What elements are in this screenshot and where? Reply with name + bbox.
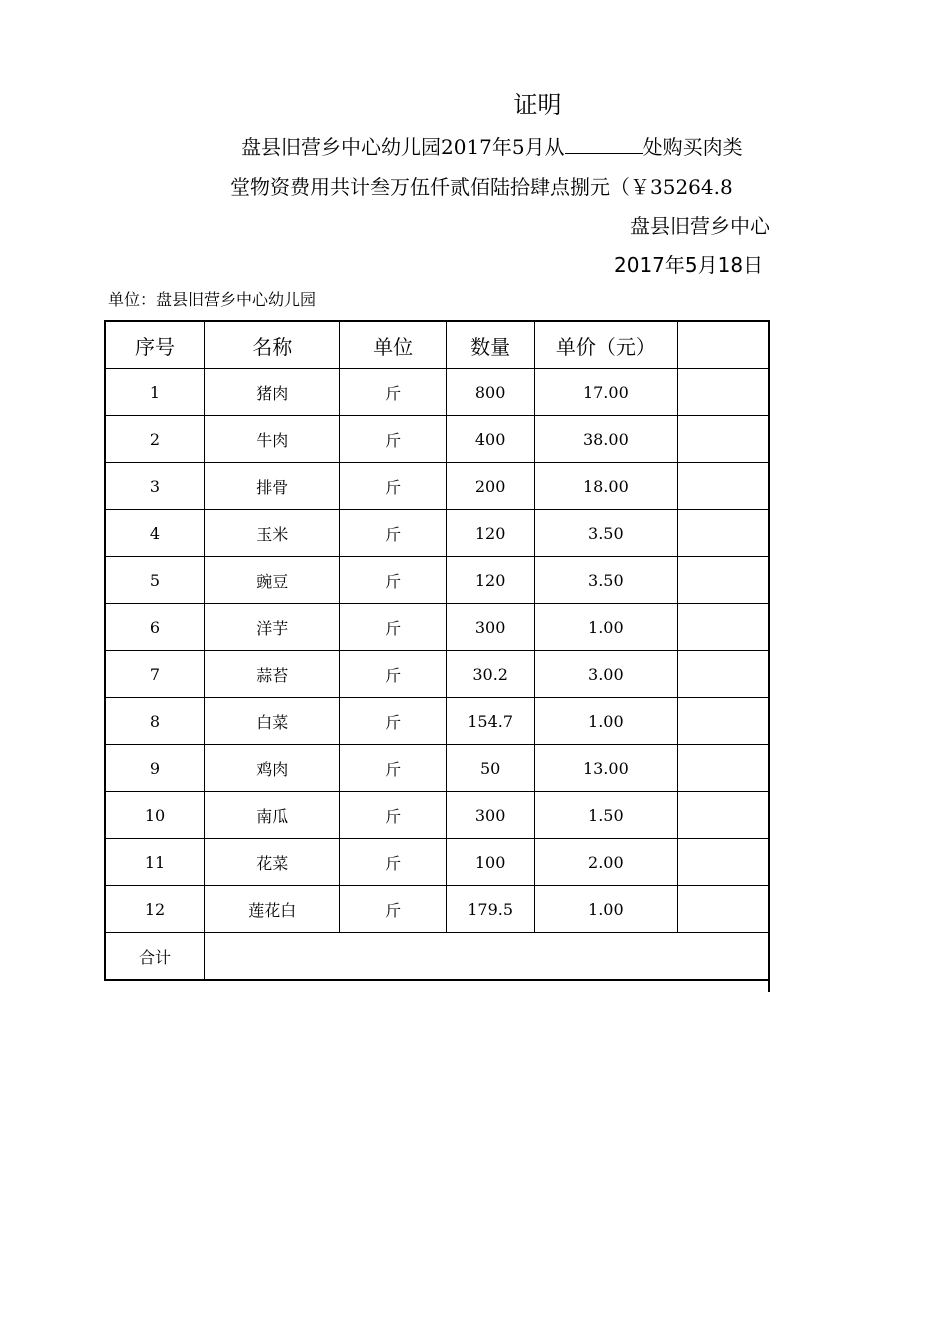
supplier-blank	[565, 135, 643, 154]
header-unit-price: 单价（元）	[534, 321, 677, 369]
cell-quantity: 300	[446, 604, 534, 651]
cell-unit: 斤	[340, 839, 446, 886]
cell-name: 南瓜	[205, 792, 340, 839]
cell-unit: 斤	[340, 651, 446, 698]
table-row	[105, 651, 769, 698]
table-body	[105, 369, 769, 981]
header-name: 名称	[205, 321, 340, 369]
cell-index: 11	[105, 839, 205, 886]
cell-quantity: 400	[446, 416, 534, 463]
cell-name: 排骨	[205, 463, 340, 510]
cell-quantity: 100	[446, 839, 534, 886]
table-row	[105, 463, 769, 510]
cell-unit: 斤	[340, 416, 446, 463]
table-row	[105, 886, 769, 933]
document-title: 证明	[513, 91, 562, 119]
statement-line-2: 堂物资费用共计叁万伍仟贰佰陆拾肆点捌元（￥35264.8	[230, 175, 733, 199]
cell-unit: 斤	[340, 510, 446, 557]
signature-unit: 盘县旧营乡中心	[630, 214, 770, 238]
statement-line-1-start: 盘县旧营乡中心幼儿园2017年5月从	[241, 135, 565, 159]
cell-quantity: 50	[446, 745, 534, 792]
cell-index: 2	[105, 416, 205, 463]
cell-unit-price: 18.00	[534, 463, 677, 510]
table-row	[105, 557, 769, 604]
header-hidden	[678, 321, 769, 369]
table-row	[105, 839, 769, 886]
cell-quantity: 800	[446, 369, 534, 416]
cell-name: 豌豆	[205, 557, 340, 604]
cell-unit: 斤	[340, 604, 446, 651]
cell-name: 洋芋	[205, 604, 340, 651]
table-row	[105, 604, 769, 651]
cell-quantity: 179.5	[446, 886, 534, 933]
cell-hidden	[678, 651, 769, 698]
table-row	[105, 792, 769, 839]
cell-quantity: 120	[446, 510, 534, 557]
total-value	[205, 933, 769, 981]
cell-unit-price: 3.50	[534, 557, 677, 604]
cell-hidden	[678, 698, 769, 745]
cell-unit-price: 3.50	[534, 510, 677, 557]
cell-unit: 斤	[340, 698, 446, 745]
cell-hidden	[678, 604, 769, 651]
cell-index: 4	[105, 510, 205, 557]
cell-quantity: 120	[446, 557, 534, 604]
cell-quantity: 154.7	[446, 698, 534, 745]
cell-index: 5	[105, 557, 205, 604]
cell-unit: 斤	[340, 463, 446, 510]
cell-index: 1	[105, 369, 205, 416]
cell-name: 玉米	[205, 510, 340, 557]
cell-hidden	[678, 369, 769, 416]
header-unit: 单位	[340, 321, 446, 369]
cell-unit: 斤	[340, 745, 446, 792]
cell-unit-price: 1.00	[534, 698, 677, 745]
table-row	[105, 698, 769, 745]
header-index: 序号	[105, 321, 205, 369]
cell-hidden	[678, 463, 769, 510]
table-row	[105, 510, 769, 557]
cell-unit: 斤	[340, 369, 446, 416]
cell-unit: 斤	[340, 886, 446, 933]
cell-quantity: 30.2	[446, 651, 534, 698]
unit-label: 单位：盘县旧营乡中心幼儿园	[108, 290, 317, 309]
cell-index: 6	[105, 604, 205, 651]
cell-name: 白菜	[205, 698, 340, 745]
cell-unit-price: 1.00	[534, 886, 677, 933]
cell-unit-price: 13.00	[534, 745, 677, 792]
table-header-row	[105, 321, 769, 369]
table-row	[105, 745, 769, 792]
statement-line-1	[241, 133, 743, 161]
cell-unit-price: 17.00	[534, 369, 677, 416]
cell-hidden	[678, 510, 769, 557]
cell-quantity: 200	[446, 463, 534, 510]
cell-name: 莲花白	[205, 886, 340, 933]
total-row	[105, 933, 769, 981]
cell-quantity: 300	[446, 792, 534, 839]
table-row	[105, 416, 769, 463]
cell-name: 牛肉	[205, 416, 340, 463]
table-clip-edge	[768, 320, 770, 992]
cell-name: 花菜	[205, 839, 340, 886]
cell-index: 7	[105, 651, 205, 698]
cell-name: 蒜苔	[205, 651, 340, 698]
cell-unit-price: 1.50	[534, 792, 677, 839]
cell-unit-price: 38.00	[534, 416, 677, 463]
cell-index: 3	[105, 463, 205, 510]
cell-index: 12	[105, 886, 205, 933]
cell-unit-price: 3.00	[534, 651, 677, 698]
cell-name: 鸡肉	[205, 745, 340, 792]
signature-date: 2017年5月18日	[614, 253, 764, 277]
cell-index: 9	[105, 745, 205, 792]
cell-unit-price: 1.00	[534, 604, 677, 651]
statement-line-1-end: 处购买肉类	[642, 135, 743, 159]
cell-hidden	[678, 557, 769, 604]
cell-hidden	[678, 416, 769, 463]
cell-hidden	[678, 745, 769, 792]
table-row	[105, 369, 769, 416]
cell-hidden	[678, 886, 769, 933]
total-label: 合计	[105, 933, 205, 981]
cell-hidden	[678, 792, 769, 839]
cell-unit: 斤	[340, 557, 446, 604]
header-quantity: 数量	[446, 321, 534, 369]
cell-unit: 斤	[340, 792, 446, 839]
cell-index: 8	[105, 698, 205, 745]
cell-name: 猪肉	[205, 369, 340, 416]
cell-index: 10	[105, 792, 205, 839]
purchase-table	[104, 320, 770, 981]
cell-unit-price: 2.00	[534, 839, 677, 886]
cell-hidden	[678, 839, 769, 886]
